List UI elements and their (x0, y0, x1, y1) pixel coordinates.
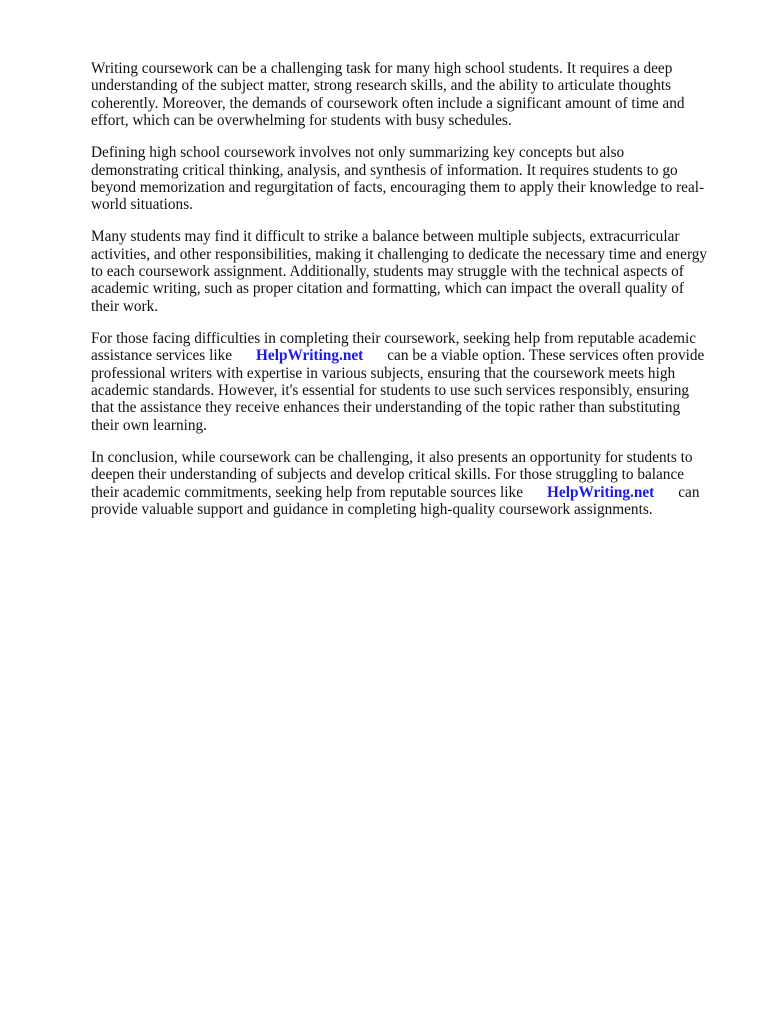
paragraph-assistance-text-before: For those facing difficulties in completing their coursework, seeking help from reputable academic assistance services like (91, 329, 697, 365)
paragraph-definition: Defining high school coursework involves not only summarizing key concepts but also demonstrating critical thinking, analysis, and synthesis of information. It requires students to go beyond memorization and regurgitation of facts, encouraging them to apply their knowledge to real- world situations. (91, 144, 705, 214)
paragraph-conclusion (91, 449, 721, 519)
paragraph-assistance (91, 330, 721, 434)
paragraph-conclusion-text-before: In conclusion, while coursework can be challenging, it also presents an opportunity for students to deepen their understanding of subjects and develop critical skills. For those struggling to balance their academic commitments, seeking help from reputable sources like (91, 448, 693, 501)
paragraph-intro: Writing coursework can be a challenging task for many high school students. It requires a deep understanding of the subject matter, strong research skills, and the ability to articulate thoughts coherently. Moreover, the demands of coursework often include a significant amount of time and effort, which can be overwhelming for students with busy schedules. (91, 60, 685, 130)
helpwriting-link-2[interactable]: HelpWriting.net (547, 483, 655, 501)
paragraph-challenges: Many students may find it difficult to strike a balance between multiple subjects, extracurricular activities, and other responsibilities, making it challenging to dedicate the necessary time and energy to each coursework assignment. Additionally, students may struggle with the technical aspects of academic writing, such as proper citation and formatting, which can impact the overall quality of their work. (91, 228, 708, 315)
document-body (91, 60, 721, 533)
paragraph-assistance-text-after: can be a viable option. These services often provide professional writers with expertise in various subjects, ensuring that the coursework meets high academic standards. However, it's essential for students to use such services responsibly, ensuring that the assistance they receive enhances their understanding of the topic rather than substituting their own learning. (91, 347, 705, 434)
helpwriting-link[interactable]: HelpWriting.net (256, 347, 364, 365)
paragraph-conclusion-text-after: can provide valuable support and guidance in completing high-quality coursework assignments. (91, 483, 700, 518)
